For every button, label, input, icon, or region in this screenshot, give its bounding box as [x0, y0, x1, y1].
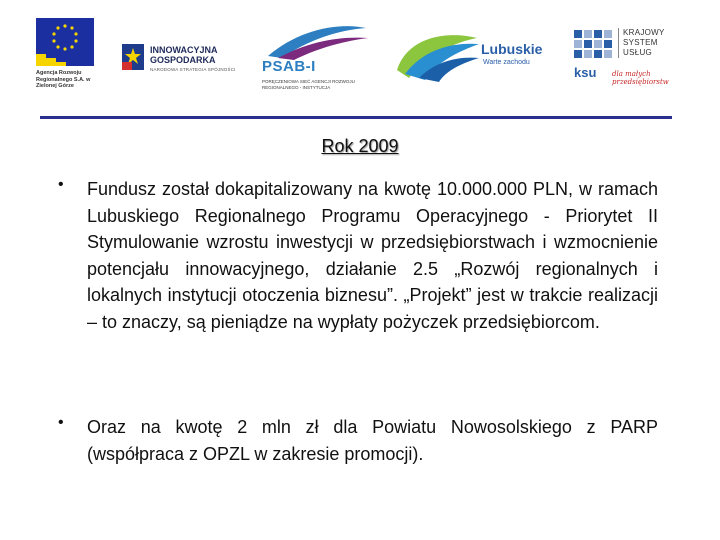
lubuskie-slogan: Warte zachodu	[483, 59, 530, 66]
ig-subtitle: NARODOWA STRATEGIA SPÓJNOŚCI	[150, 67, 236, 72]
ksu-logo	[572, 26, 682, 84]
ksu-grid-icon	[574, 30, 612, 64]
eu-flag-icon	[36, 18, 94, 66]
bullet-text-1: Fundusz został dokapitalizowany na kwotę 10.000.000 PLN, w ramach Lubuskiego Regionalnego Programu Operacyjnego - Priorytet II Stymulowanie wzrostu inwestycji w przedsiębiorstwach i wzmocnienie potencjału innowacyjnego, działanie 2.5 „Rozwój regionalnych i lokalnych instytucji otoczenia biznesu”. „Projekt” jest w trakcie realizacji – to znaczy, są pieniądze na wypłaty pożyczek przedsiębiorcom.	[87, 179, 658, 332]
ksu-title	[618, 28, 665, 58]
eu-caption: Agencja Rozwoju Regionalnego S.A. w Zielonej Górze	[36, 70, 91, 89]
ig-title-line2: GOSPODARKA	[150, 55, 216, 65]
bullet-marker: •	[58, 414, 64, 431]
ig-star-icon	[120, 42, 146, 72]
innowacyjna-gospodarka-logo	[120, 40, 240, 80]
psab-swoosh-icon	[258, 22, 373, 62]
lubuskie-logo	[395, 28, 555, 84]
psab-name: PSAB-I	[262, 58, 316, 75]
agencja-rozwoju-logo	[36, 18, 96, 96]
ksu-line2: SYSTEM	[623, 38, 658, 47]
ig-title-line1: INNOWACYJNA	[150, 45, 218, 55]
header-divider	[40, 116, 672, 119]
slide-heading: Rok 2009	[321, 136, 399, 156]
logo-bar	[0, 0, 720, 110]
ksu-line1: KRAJOWY	[623, 28, 665, 37]
ksu-tagline: dla małych przedsiębiorstw	[612, 70, 669, 86]
ksu-word: ksu	[574, 65, 597, 80]
psab-logo	[258, 22, 373, 98]
lubuskie-name: Lubuskie	[481, 41, 543, 57]
psab-subtitle: PORĘCZENIOWA SIEĆ AGENCJI ROZWOJU REGIONALNEGO - INSTYTUCJA	[262, 79, 355, 90]
ig-title	[150, 45, 218, 65]
bullet-text-2: Oraz na kwotę 2 mln zł dla Powiatu Nowosolskiego z PARP (współpraca z OPZL w zakresie promocji).	[87, 417, 658, 464]
lubuskie-wave-icon	[395, 28, 481, 84]
ksu-line3: USŁUG	[623, 48, 653, 57]
bullet-marker: •	[58, 176, 64, 193]
